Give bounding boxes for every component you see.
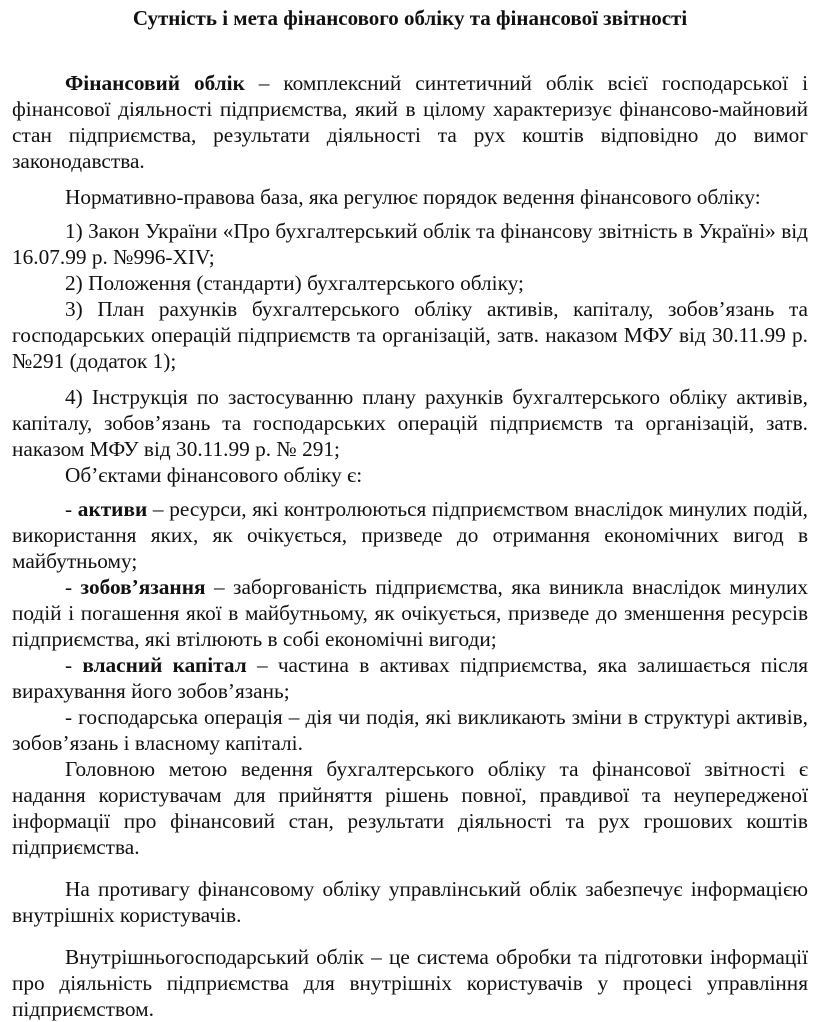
legal-base-intro: Нормативно-правова база, яка регулює порядок ведення фінансового обліку: bbox=[65, 185, 761, 209]
object-liabilities: - зобов’язання – заборгованість підприємства, яка виникла внаслідок минулих подій і погашення якої в майбутньому, як очікується, призведе до зменшення ресурсів підприємства, які втілюють в собі економічні вигоди; bbox=[12, 575, 808, 651]
definition-term: Фінансовий облік bbox=[65, 71, 245, 95]
object-term: активи bbox=[77, 497, 148, 521]
legal-base-item-4: 4) Інструкція по застосуванню плану рахунків бухгалтерського обліку активів, капіталу, зобов’язань та господарських операцій підприємств та організацій, затв. наказом МФУ від 30.11.99 р. № 291; bbox=[12, 385, 808, 461]
object-equity: - власний капітал – частина в активах підприємства, яка залишається після вирахування його зобов’язань; bbox=[12, 653, 808, 703]
goal-paragraph: Головною метою ведення бухгалтерського обліку та фінансової звітності є надання користувачам для прийняття рішень повної, правдивої та неупередженої інформації про фінансовий стан, результати діяльності та рух грошових коштів підприємства. bbox=[12, 757, 808, 859]
objects-intro: Об’єктами фінансового обліку є: bbox=[65, 463, 363, 487]
object-operation: - господарська операція – дія чи подія, які викликають зміни в структурі активів, зобов’язань і власному капіталі. bbox=[12, 705, 808, 755]
definition-paragraph bbox=[12, 70, 808, 174]
object-term: зобов’язання bbox=[80, 575, 206, 599]
object-term: власний капітал bbox=[82, 653, 247, 677]
internal-accounting-paragraph: Внутрішньогосподарський облік – це система обробки та підготовки інформації про діяльність підприємства для внутрішніх користувачів у процесі управління підприємством. bbox=[12, 945, 808, 1021]
document-title: Сутність і мета фінансового обліку та фінансової звітності bbox=[132, 6, 688, 30]
legal-base-item-2: 2) Положення (стандарти) бухгалтерського обліку; bbox=[65, 271, 524, 295]
legal-base-item-3: 3) План рахунків бухгалтерського обліку активів, капіталу, зобов’язань та господарських операцій підприємств та організацій, затв. наказом МФУ від 30.11.99 р.№291 (додаток 1); bbox=[12, 297, 808, 373]
definition-text: – комплексний синтетичний облік всієї господарської і фінансової діяльності підприємства, який в цілому характеризує фінансово-майновий стан підприємства, результати діяльності та рух коштів відповідно до вимог законодавства. bbox=[12, 71, 808, 173]
object-assets: - активи – ресурси, які контролюються підприємством внаслідок минулих подій, використання яких, як очікується, призведе до отримання економічних вигод в майбутньому; bbox=[12, 497, 808, 573]
legal-base-item-1: 1) Закон України «Про бухгалтерський облік та фінансову звітність в Україні» від 16.07.99 р. №996-XIV; bbox=[12, 219, 808, 269]
management-accounting-paragraph: На противагу фінансовому обліку управлінський облік забезпечує інформацією внутрішніх користувачів. bbox=[12, 877, 808, 927]
